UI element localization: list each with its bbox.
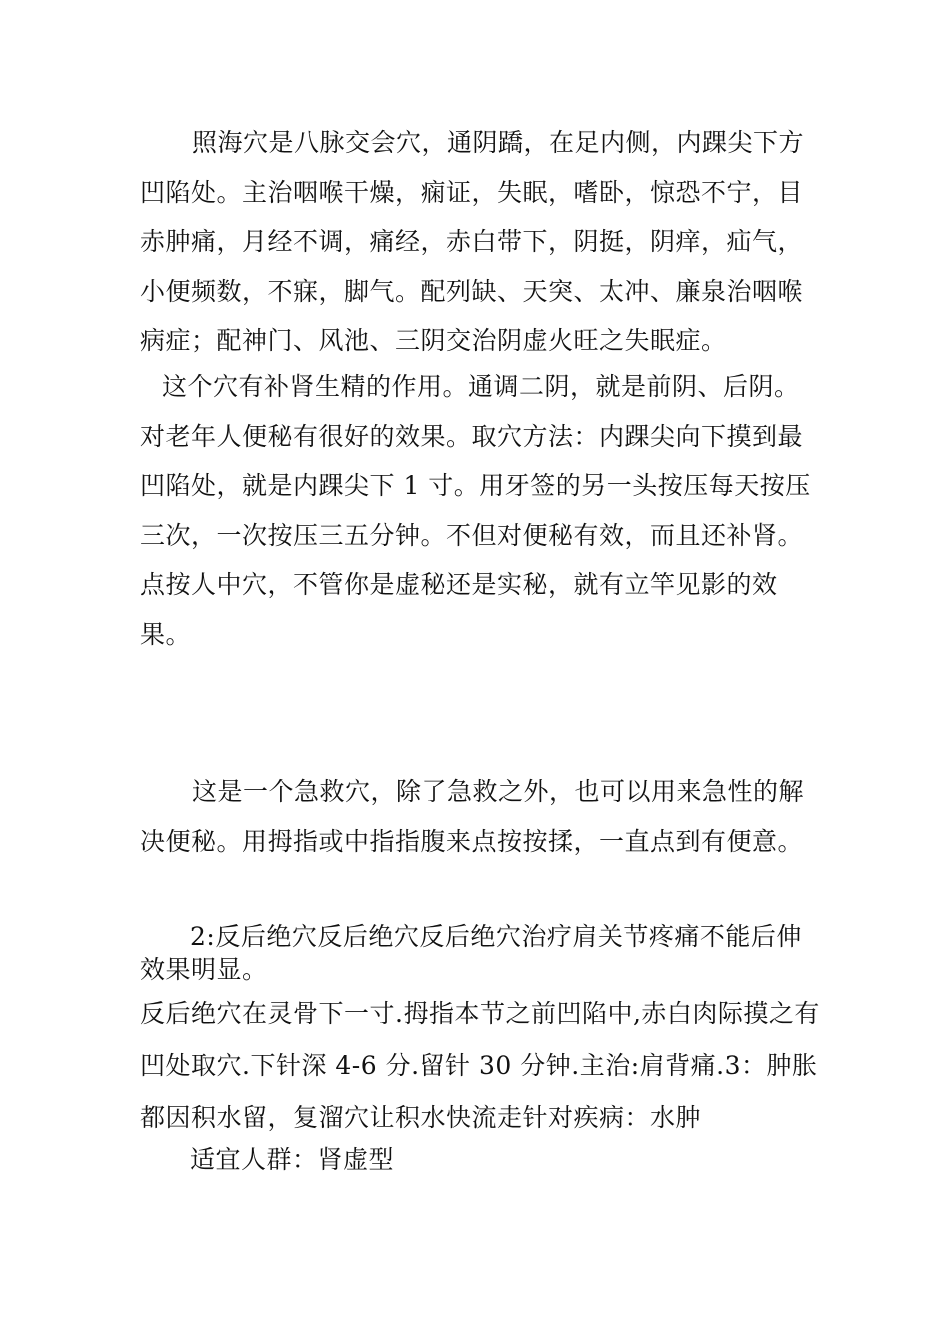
paragraph-first-aid-point: 这是一个急救穴，除了急救之外，也可以用来急性的解决便秘。用拇指或中指指腹来点按按揉，一直点到有便意。 — [140, 777, 805, 856]
paragraph-zhaohai-point: 照海穴是八脉交会穴，通阴蹻，在足内侧，内踝尖下方凹陷处。主治咽喉干燥，痫证，失眠，嗜卧，惊恐不宁，目赤肿痛，月经不调，痛经，赤白带下，阴挺，阴痒，疝气，小便频数，不寐，脚气。配列缺、天突、太冲、廉泉治咽喉病症；配神门、风池、三阴交治阴虚火旺之失眠症。 — [140, 128, 805, 355]
paragraph-suitable-group: 适宜人群：肾虚型 — [190, 1145, 395, 1174]
paragraph-fanhoujue-details: 反后绝穴在灵骨下一寸.拇指本节之前凹陷中,赤白肉际摸之有凹处取穴.下针深 4-6 分.留针 30 分钟.主治:肩背痛.3：肿胀都因积水留，复溜穴让积水快流走针对疾病：水肿 — [140, 999, 820, 1132]
paragraph-fanhoujue-heading: 2:反后绝穴反后绝穴反后绝穴治疗肩关节疼痛不能后伸效果明显。 — [140, 922, 802, 984]
paragraph-kidney-tonifying: 这个穴有补肾生精的作用。通调二阴，就是前阴、后阴。对老年人便秘有很好的效果。取穴方法：内踝尖向下摸到最凹陷处，就是内踝尖下 1 寸。用牙签的另一头按压每天按压三次，一次按压三五分钟。不但对便秘有效，而且还补肾。点按人中穴，不管你是虚秘还是实秘，就有立竿见影的效果。 — [140, 372, 811, 649]
